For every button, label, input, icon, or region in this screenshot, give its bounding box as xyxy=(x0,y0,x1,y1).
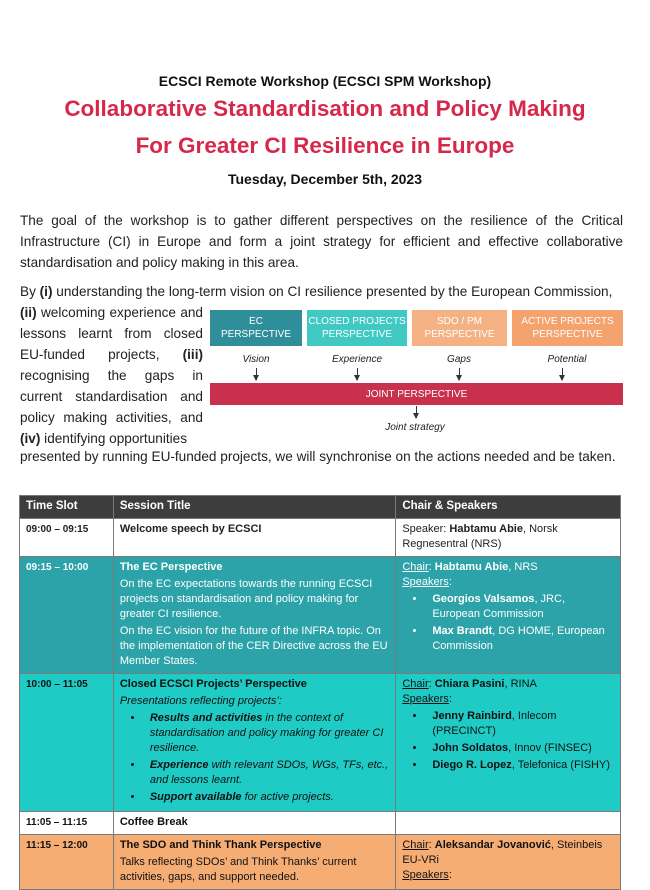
box-line2: PERSPECTIVE xyxy=(220,329,292,340)
session-cell xyxy=(113,519,396,557)
speakers-heading: Speakers: xyxy=(402,869,452,881)
chair-org: , Steinbeis EU-VRi xyxy=(402,839,603,866)
speaker-org: , DG HOME, European Commission xyxy=(432,625,605,652)
box-line2: PERSPECTIVE xyxy=(532,329,603,340)
arrow-down-icon xyxy=(357,368,358,380)
speaker-org: , JRC, European Commission xyxy=(432,593,565,620)
table-row xyxy=(20,557,621,674)
speakers-heading: Speakers: xyxy=(402,693,452,705)
chair-org: , RINA xyxy=(504,678,537,690)
chair-label: Chair xyxy=(402,561,429,573)
list-item xyxy=(426,758,614,773)
topic-text: with relevant SDOs, WGs, TFs, etc., and lessons learnt. xyxy=(149,759,389,786)
sdo-pm-perspective-box xyxy=(412,310,507,346)
speaker-name: Habtamu Abie xyxy=(449,523,523,535)
speakers-label: Speakers xyxy=(402,576,449,588)
topic-text: for active projects. xyxy=(241,791,334,803)
speaker-org: , Norsk Regnesentral (NRS) xyxy=(402,523,558,550)
header-time-slot: Time Slot xyxy=(20,496,114,519)
arrow-down-icon xyxy=(416,406,417,418)
arrow-down-icon xyxy=(459,368,460,380)
box-line2: PERSPECTIVE xyxy=(321,329,393,340)
arrow-down-icon xyxy=(256,368,257,380)
ec-perspective-box xyxy=(210,310,302,346)
gaps-label: Gaps xyxy=(447,354,471,365)
speaker-name: John Soldatos xyxy=(432,742,509,754)
list-item xyxy=(426,592,614,622)
chair-name: Chiara Pasini xyxy=(434,678,505,690)
chair-name: Aleksandar Jovanović xyxy=(434,839,551,851)
box-line1: EC xyxy=(249,316,263,327)
intro-paragraph: The goal of the workshop is to gather different perspectives on the resilience of the Critical Infrastructure (CI) in Europe and form a joint strategy for efficient and effective collaborative standardisation and policy making in this area. xyxy=(20,213,623,270)
joint-perspective-bar: JOINT PERSPECTIVE xyxy=(210,383,623,405)
time-slot: 10:00 – 11:05 xyxy=(20,674,114,812)
speaker-list xyxy=(402,709,614,773)
box-line1: ACTIVE PROJECTS xyxy=(521,316,614,327)
speaker-org: , Inlecom (PRECINCT) xyxy=(432,710,557,737)
list-item xyxy=(144,790,390,805)
chair-label: Chair xyxy=(402,678,429,690)
marker-iii: (iii) xyxy=(182,347,203,362)
session-title: The SDO and Think Thank Perspective xyxy=(119,839,322,851)
list-item xyxy=(426,709,614,739)
joint-strategy-label: Joint strategy xyxy=(385,422,445,433)
header-chair-speakers: Chair & Speakers xyxy=(396,496,621,519)
speaker-list xyxy=(402,592,614,654)
speaker-name: Diego R. Lopez xyxy=(432,759,512,771)
session-description: On the EC expectations towards the running ECSCI projects on standardisation and policy making for greater CI resilience. xyxy=(119,578,373,620)
speakers-cell xyxy=(396,557,621,674)
marker-ii: (ii) xyxy=(20,305,37,320)
topic-list xyxy=(120,711,390,805)
box-line2: PERSPECTIVE xyxy=(424,329,495,340)
objective-iii-text: recognising the gaps in current standardisation and policy making activities, and xyxy=(20,368,203,425)
list-item xyxy=(144,711,390,756)
workshop-date: Tuesday, December 5th, 2023 xyxy=(227,171,423,187)
session-title: The EC Perspective xyxy=(119,561,223,573)
title-line-2: For Greater CI Resilience in Europe xyxy=(135,133,515,158)
vision-label: Vision xyxy=(242,354,270,365)
title-line-1: Collaborative Standardisation and Policy Making xyxy=(64,96,586,121)
workshop-subtitle: ECSCI Remote Workshop (ECSCI SPM Workshop) xyxy=(158,73,492,89)
speakers-label: Speakers xyxy=(402,693,449,705)
session-cell xyxy=(113,674,396,812)
agenda-table xyxy=(19,495,621,890)
table-header-row xyxy=(20,496,621,519)
objective-iv-text: identifying opportunities xyxy=(40,431,187,446)
chair-line: Chair: Habtamu Abie, NRS xyxy=(402,561,538,573)
time-slot: 11:05 – 11:15 xyxy=(20,812,114,835)
chair-org: , NRS xyxy=(508,561,538,573)
speakers-cell xyxy=(396,835,621,890)
session-title: Coffee Break xyxy=(119,816,188,828)
speaker-name: Max Brandt xyxy=(432,625,493,637)
table-row xyxy=(20,519,621,557)
session-description: Talks reflecting SDOs’ and Think Thanks’ current activities, gaps, and support needed. xyxy=(119,856,357,883)
speaker-org: , Telefonica (FISHY) xyxy=(511,759,611,771)
speakers-cell xyxy=(396,519,621,557)
arrow-down-icon xyxy=(562,368,563,380)
table-row xyxy=(20,835,621,890)
session-cell xyxy=(113,557,396,674)
session-description: On the EC vision for the future of the INFRA topic. On the implementation of the CER Directive across the EU Member States. xyxy=(119,625,388,667)
perspectives-diagram xyxy=(210,310,625,440)
speakers-cell xyxy=(396,674,621,812)
chair-label: Chair xyxy=(402,839,429,851)
topic-bold: Support available xyxy=(149,791,242,803)
closed-projects-perspective-box xyxy=(307,310,407,346)
topic-text: in the context of standardisation and policy making for greater CI resilience. xyxy=(149,712,384,754)
session-cell xyxy=(113,812,396,835)
chair-line: Chair: Aleksandar Jovanović, Steinbeis EU-VRi xyxy=(402,839,603,866)
objectives-line xyxy=(20,281,623,302)
list-item xyxy=(426,624,614,654)
topic-bold: Results and activities xyxy=(149,712,263,724)
chair-name: Habtamu Abie xyxy=(434,561,509,573)
list-item xyxy=(144,758,390,788)
header-session-title: Session Title xyxy=(113,496,396,519)
time-slot: 11:15 – 12:00 xyxy=(20,835,114,890)
session-cell xyxy=(113,835,396,890)
box-line1: CLOSED PROJECTS xyxy=(308,316,406,327)
chair-line: Chair: Chiara Pasini, RINA xyxy=(402,678,537,690)
by-text: By xyxy=(20,284,40,299)
speaker-name: Jenny Rainbird xyxy=(432,710,512,722)
objective-i-text: understanding the long-term vision on CI resilience presented by the European Commission, xyxy=(52,284,613,299)
marker-i: (i) xyxy=(39,284,53,299)
session-intro: Presentations reflecting projects’: xyxy=(119,695,282,707)
active-projects-perspective-box xyxy=(512,310,623,346)
time-slot: 09:15 – 10:00 xyxy=(20,557,114,674)
table-row xyxy=(20,812,621,835)
speakers-cell xyxy=(396,812,621,835)
closing-line: presented by running EU-funded projects, we will synchronise on the actions needed and be taken. xyxy=(20,449,616,464)
objectives-paragraph xyxy=(20,302,203,449)
box-line1: SDO / PM xyxy=(436,316,482,327)
session-title: Closed ECSCI Projects’ Perspective xyxy=(119,678,307,690)
speaker-prefix: Speaker: xyxy=(402,523,450,535)
experience-label: Experience xyxy=(331,354,383,365)
table-row xyxy=(20,674,621,812)
speaker-name: Georgios Valsamos xyxy=(432,593,535,605)
objective-ii-text: welcoming experience and lessons learnt from closed EU-funded projects, xyxy=(20,305,203,362)
time-slot: 09:00 – 09:15 xyxy=(20,519,114,557)
speakers-label: Speakers xyxy=(402,869,449,881)
speakers-heading: Speakers: xyxy=(402,576,452,588)
session-title: Welcome speech by ECSCI xyxy=(119,523,262,535)
potential-label: Potential xyxy=(547,354,587,365)
list-item xyxy=(426,741,614,756)
speaker-org: , Innov (FINSEC) xyxy=(508,742,592,754)
marker-iv: (iv) xyxy=(20,431,41,446)
topic-bold: Experience xyxy=(149,759,209,771)
